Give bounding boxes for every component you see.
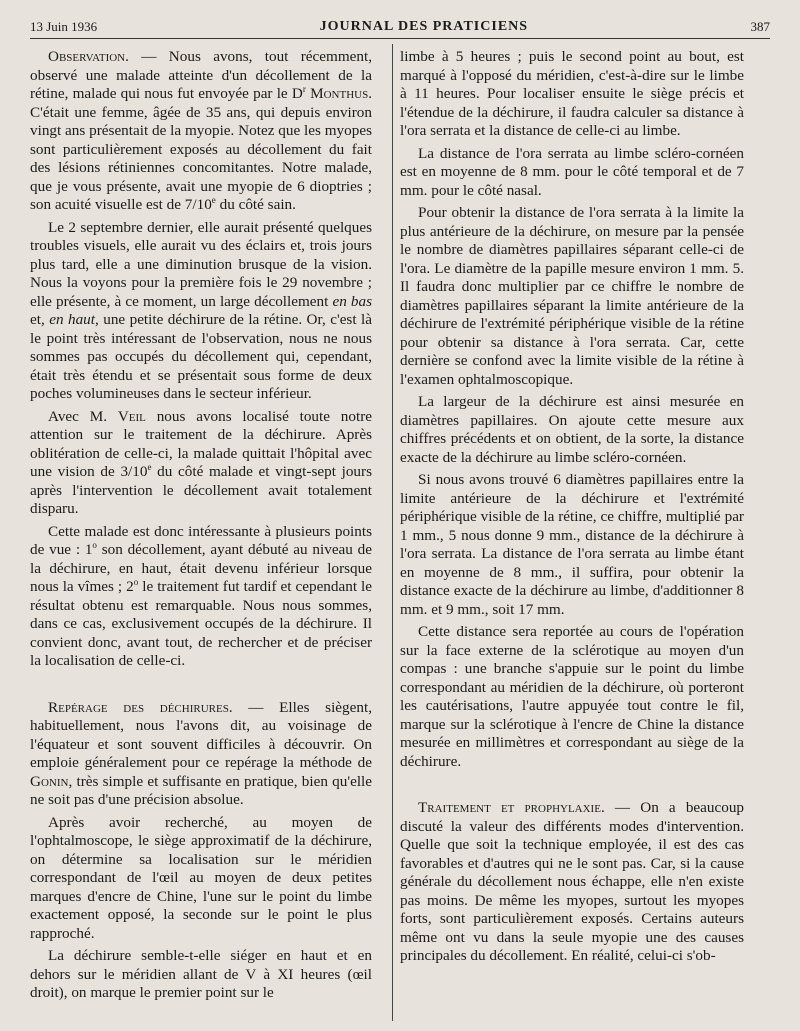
text-run: Le 2 septembre dernier, elle aurait présenté quelques troubles visuels, elle aurait vu des éclairs et, trois jours plus tard, elle a une diminution brusque de la vision. Nous la voyons pour la première fois le 29 novembre ; elle présente, à ce moment, un large décollement [30, 218, 372, 310]
paragraph [30, 408, 372, 519]
paragraph [30, 523, 372, 671]
paragraph: Si nous avons trouvé 6 diamètres papillaires entre la limite antérieure de la déchirure et l'extrémité périphérique visible de la rétine, ce chiffre, multiplié par 1 mm., 5 nous donne 9 mm., distance de la déchirure à l'ora serrata. La distance de l'ora serrata au limbe étant en moyenne de 8 mm., il suffira, pour obtenir la distance exacte de la déchirure au limbe, d'additionner 8 mm. et 9 mm., soit 17 mm. [400, 471, 744, 618]
page-number: 387 [750, 19, 770, 34]
section-heading-reperage: Repérage des déchirures. [48, 698, 233, 716]
right-column [400, 48, 744, 970]
paragraph: La largeur de la déchirure est ainsi mesurée en diamètres papillaires. On ajoute cette mesure aux chiffres précédents et on obtient, de la sorte, la distance exacte de la déchirure au limbe scléro-cornéen. [400, 393, 744, 466]
header-rule [30, 38, 770, 39]
reperage-paragraph [30, 699, 372, 810]
text-run: une petite déchirure de la rétine. Or, c'est là le point très intéressant de l'observation, nous ne nous sommes pas occupés du décollement qui, cependant, était très étendu et se présentait sous forme de deux poches volumineuses dans le secteur inférieur. [30, 311, 372, 402]
superscript: o [92, 539, 97, 550]
text-run: , très simple et suffisante en pratique, bien qu'elle ne soit pas d'une précision absolue. [30, 772, 372, 808]
text-run: Avec M. [48, 407, 118, 425]
text-run: Cette malade est donc intéressante à plusieurs points de vue : 1 [30, 522, 372, 558]
paragraph: Cette distance sera reportée au cours de l'opération sur la face externe de la sclérotique au moyen d'un compas : une branche s'appuie sur le point du limbe correspondant au méridien de la déchirure, où porteront les cautérisations, l'autre appuyée tout contre le fil, marque sur la sclérotique à l'encre de Chine la distance mesurée en millimètres et correspondant au siège de la déchirure. [400, 623, 744, 770]
text-run: du côté malade et vingt-sept jours après l'intervention le décollement avait totalement disparu. [30, 463, 372, 517]
paragraph: La déchirure semble-t-elle siéger en haut et en dehors sur le méridien allant de V à XI heures (œil droit), on marque le premier point sur le [30, 947, 372, 1001]
journal-title: JOURNAL DES PRATICIENS [319, 19, 529, 34]
text-run: . C'était une femme, âgée de 35 ans, qui depuis environ vingt ans présentait de la myopie. Notez que les myopes sont particulièrement exposés au décollement du fait des lésions rétiniennes concomitantes. Notre malade, que je vous présente, avait une myopie de 6 dioptries ; son acuité visuelle est de 7/10 [30, 85, 372, 213]
text-run: — Nous avons, tout récemment, observé une malade atteinte d'un décollement de la rétine, malade qui nous fut envoyée par le D [30, 48, 372, 102]
text-run: le traitement fut tardif et cependant le résultat obtenu est remarquable. Nous nous sommes, dans ce cas, exclusivement occupés de la déchirure. Il convient donc, avant tout, de rechercher et de préciser la localisation de celle-ci. [30, 578, 373, 669]
section-spacer [400, 775, 744, 799]
emphasis: en haut, [49, 311, 99, 328]
text-run: — On a beaucoup discuté la valeur des différents modes d'intervention. Quelle que soit la technique employée, il est des cas favorables et d'autres qui ne le sont pas. Car, si la cause générale du décollement nous échappe, elle n'en existe pas moins. De même les myopes, surtout les myopes forts, sont particulièrement exposés. Certains auteurs même ont vu dans la seule myopie une des causes principales du décollement. En réalité, celui-ci s'ob- [400, 799, 745, 964]
author-name: Gonin [30, 772, 69, 790]
text-run: nous avons localisé toute notre attention sur le traitement de la déchirure. Après oblitération de celle-ci, la malade quittait l'hôpital avec une vision de 3/10 [30, 407, 372, 480]
text-run: du côté sain. [215, 196, 296, 213]
traitement-paragraph [400, 799, 744, 966]
text-run: et, [30, 311, 50, 328]
paragraph: La distance de l'ora serrata au limbe scléro-cornéen est en moyenne de 8 mm. pour le côté temporal et de 7 mm. pour le côté nasal. [400, 144, 744, 199]
author-name: Veil [117, 407, 146, 425]
superscript: r [302, 83, 306, 94]
paragraph: Après avoir recherché, au moyen de l'ophtalmoscope, le siège approximatif de la déchirure, on détermine sa localisation sur le méridien correspondant de l'œil au moyen de deux petites marques d'encre de Chine, l'une sur le point du limbe exactement opposé, la seconde sur le point le plus rapproché. [30, 813, 372, 942]
text-run: — Elles siègent, habituellement, nous l'avons dit, au voisinage de l'équateur et sont souvent difficiles à découvrir. On emploie généralement pour ce repérage la méthode de [30, 698, 372, 771]
paragraph: Pour obtenir la distance de l'ora serrata à la limite la plus antérieure de la déchirure, on mesure par la pensée le nombre de diamètres papillaires séparant celle-ci de l'ora. Le diamètre de la papille mesure environ 1 mm. 5. Il faudra donc multiplier par ce chiffre le nombre de diamètres papillaires séparant la limite antérieure de la déchirure de l'extrémité périphérique visible de la rétine pour obtenir sa distance à l'ora serrata. Car, cette dernière se confond avec la limite visible de la rétine à l'examen ophtalmoscopique. [400, 204, 744, 388]
observation-paragraph [30, 48, 372, 215]
paragraph: limbe à 5 heures ; puis le second point au bout, est marqué à l'opposé du méridien, c'est-à-dire sur le limbe à 11 heures. Pour localiser ensuite le siège précis et l'étendue de la déchirure, il faudra calculer sa distance à l'ora serrata et la distance de celle-ci au limbe. [400, 48, 744, 139]
superscript: o [133, 576, 139, 587]
column-divider [392, 44, 393, 1021]
section-spacer [30, 675, 372, 699]
text-run: son décollement, ayant débuté au niveau de la déchirure, en haut, était devenu inférieur lorsque nous la vîmes ; 2 [30, 541, 373, 595]
page-header [30, 16, 770, 38]
section-heading-observation: Observation. [48, 48, 129, 65]
author-name: Monthus [305, 85, 369, 102]
emphasis: en bas [332, 292, 373, 310]
section-heading-traitement: Traitement et prophylaxie. [418, 799, 605, 816]
superscript: e [147, 461, 152, 472]
paragraph [30, 219, 372, 404]
header-date: 13 Juin 1936 [30, 19, 98, 34]
left-column [30, 48, 372, 1007]
superscript: e [211, 194, 216, 205]
